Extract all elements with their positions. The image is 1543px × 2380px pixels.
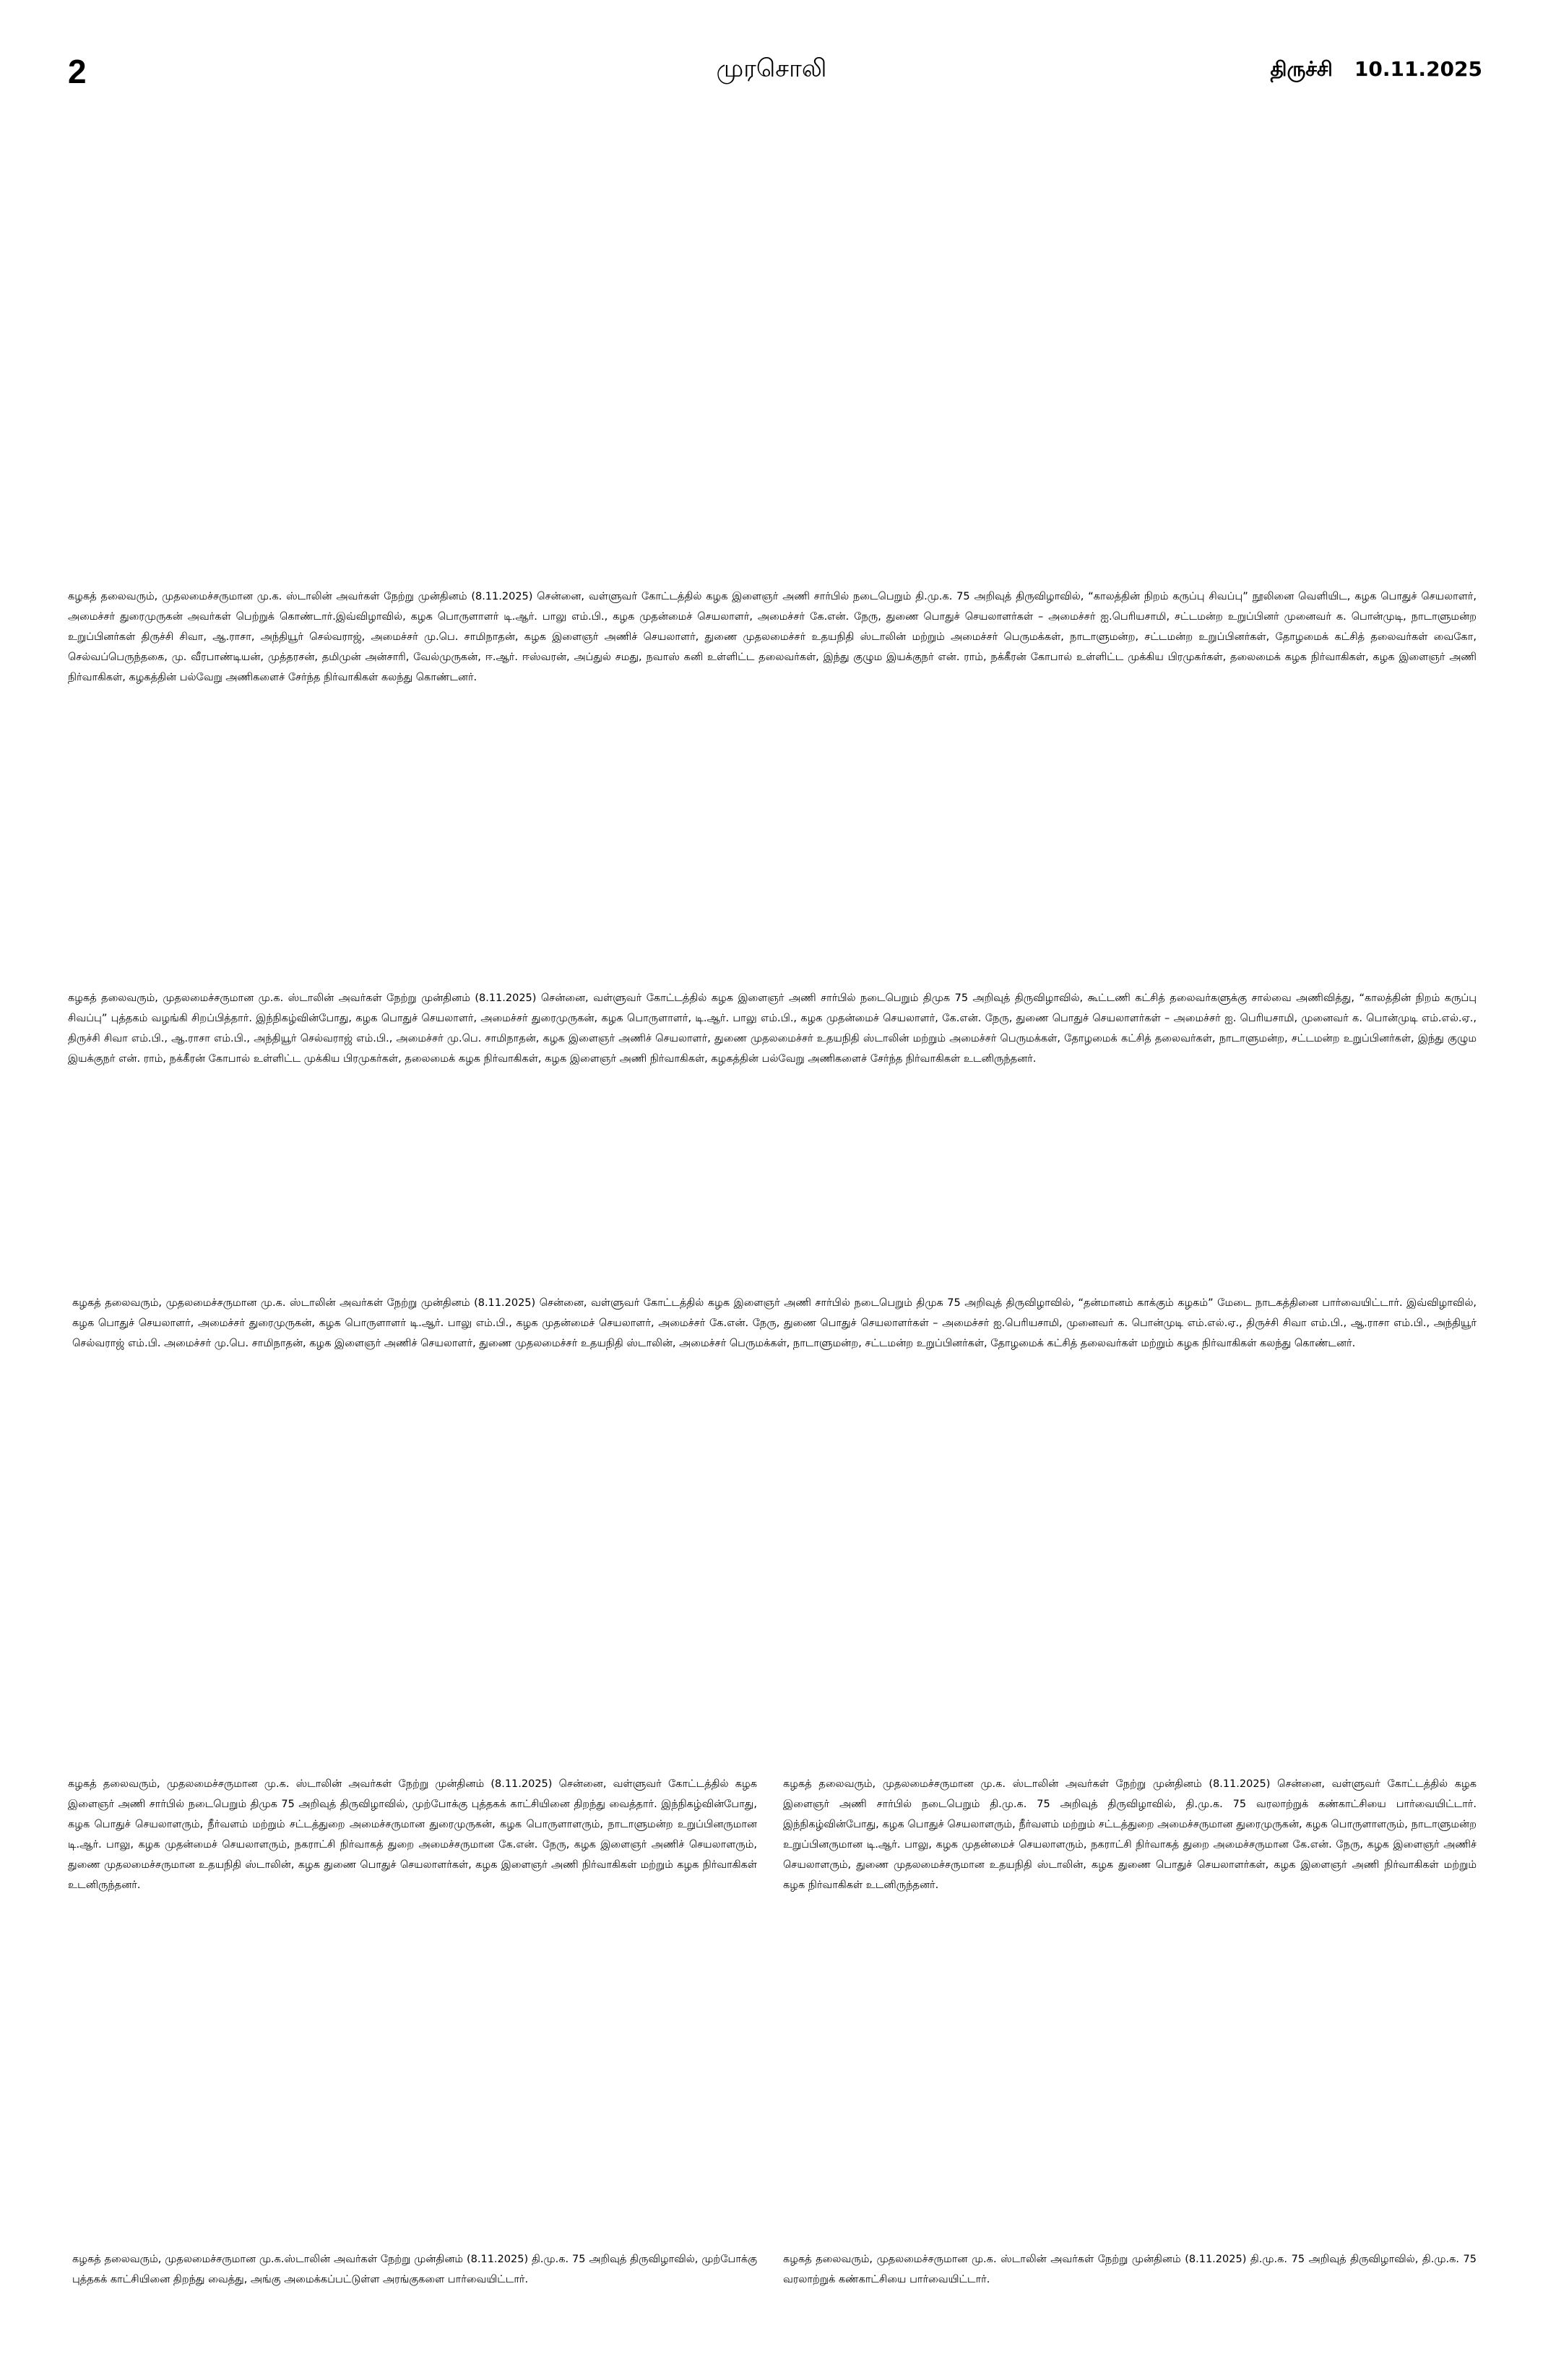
newspaper-title: முரசொலி	[716, 54, 827, 83]
photo-caption-5: கழகத் தலைவரும், முதலமைச்சருமான மு.க. ஸ்டாலின் அவர்கள் நேற்று முன்தினம் (8.11.2025) சென்னை, வள்ளுவர் கோட்டத்தில் கழக இளைஞர் அணி சார்பில் நடைபெறும் தி.மு.க. 75 அறிவுத் திருவிழாவில், தி.மு.க. 75 வரலாற்றுக் கண்காட்சியை பார்வையிட்டார். இந்நிகழ்வின்போது, கழக பொதுச் செயலாளரும், நீர்வளம் மற்றும் சட்டத்துறை அமைச்சருமான துரைமுருகன், கழக பொருளாளரும், நாடாளுமன்ற உறுப்பினருமான டி.ஆர். பாலு, கழக முதன்மைச் செயலாளரும், நகராட்சி நிர்வாகத் துறை அமைச்சருமான கே.என். நேரு, கழக இளைஞர் அணிச் செயலாளரும், துணை முதலமைச்சருமான உதயநிதி ஸ்டாலின், கழக துணை பொதுச் செயலாளர்கள், கழக இளைஞர் அணி நிர்வாகிகள் மற்றும் கழக நிர்வாகிகள் உடனிருந்தனர்.	[783, 1778, 1477, 1891]
photo-caption-3: கழகத் தலைவரும், முதலமைச்சருமான மு.க. ஸ்டாலின் அவர்கள் நேற்று முன்தினம் (8.11.2025) சென்னை, வள்ளுவர் கோட்டத்தில் கழக இளைஞர் அணி சார்பில் நடைபெறும் திமுக 75 அறிவுத் திருவிழாவில், “தன்மானம் காக்கும் கழகம்” மேடை நாடகத்தினை பார்வையிட்டார். இவ்விழாவில், கழக பொதுச் செயலாளர், அமைச்சர் துரைமுருகன், கழக பொருளாளர் டி.ஆர். பாலு எம்.பி., கழக முதன்மைச் செயலாளர், அமைச்சர் கே.என். நேரு, துணை பொதுச் செயலாளர்கள் – அமைச்சர் ஐ.பெரியசாமி, முனைவர் க. பொன்முடி எம்.எல்.ஏ., திருச்சி சிவா எம்.பி., ஆ.ராசா எம்.பி., அந்தியூர் செல்வராஜ் எம்.பி. அமைச்சர் மு.பெ. சாமிநாதன், கழக இளைஞர் அணிச் செயலாளர், துணை முதலமைச்சர் உதயநிதி ஸ்டாலின், அமைச்சர் பெருமக்கள், நாடாளுமன்ற, சட்டமன்ற உறுப்பினர்கள், தோழமைக் கட்சித் தலைவர்கள் மற்றும் கழக நிர்வாகிகள் கலந்து கொண்டனர்.	[72, 1297, 1477, 1349]
photo-caption-4: கழகத் தலைவரும், முதலமைச்சருமான மு.க. ஸ்டாலின் அவர்கள் நேற்று முன்தினம் (8.11.2025) சென்னை, வள்ளுவர் கோட்டத்தில் கழக இளைஞர் அணி சார்பில் நடைபெறும் திமுக 75 அறிவுத் திருவிழாவில், முற்போக்கு புத்தகக் காட்சியினை திறந்து வைத்தார். இந்நிகழ்வின்போது, கழக பொதுச் செயலாளரும், நீர்வளம் மற்றும் சட்டத்துறை அமைச்சருமான துரைமுருகன், கழக பொருளாளரும், நாடாளுமன்ற உறுப்பினருமான டி.ஆர். பாலு, கழக முதன்மைச் செயலாளரும், நகராட்சி நிர்வாகத் துறை அமைச்சருமான கே.என். நேரு, கழக இளைஞர் அணிச் செயலாளரும், துணை முதலமைச்சருமான உதயநிதி ஸ்டாலின், கழக துணை பொதுச் செயலாளர்கள், கழக இளைஞர் அணி நிர்வாகிகள் மற்றும் கழக நிர்வாகிகள் உடனிருந்தனர்.	[68, 1778, 757, 1891]
photo-slot-2	[68, 693, 1477, 990]
page-number: 2	[68, 53, 87, 90]
dateline	[1271, 59, 1482, 79]
photo-caption-6: கழகத் தலைவரும், முதலமைச்சருமான மு.க.ஸ்டாலின் அவர்கள் நேற்று முன்தினம் (8.11.2025) தி.மு.க. 75 அறிவுத் திருவிழாவில், முற்போக்கு புத்தகக் காட்சியினை திறந்து வைத்து, அங்கு அமைக்கப்பட்டுள்ள அரங்குகளை பார்வையிட்டார்.	[72, 2254, 757, 2285]
photo-caption-2: கழகத் தலைவரும், முதலமைச்சருமான மு.க. ஸ்டாலின் அவர்கள் நேற்று முன்தினம் (8.11.2025) சென்னை, வள்ளுவர் கோட்டத்தில் கழக இளைஞர் அணி சார்பில் நடைபெறும் திமுக 75 அறிவுத் திருவிழாவில், கூட்டணி கட்சித் தலைவர்களுக்கு சால்வை அணிவித்து, “காலத்தின் நிறம் கருப்பு சிவப்பு” புத்தகம் வழங்கி சிறப்பித்தார். இந்நிகழ்வின்போது, கழக பொதுச் செயலாளர், அமைச்சர் துரைமுருகன், கழக பொருளாளர், டி.ஆர். பாலு எம்.பி., கழக முதன்மைச் செயலாளர், கே.என். நேரு, துணை பொதுச் செயலாளர்கள் – அமைச்சர் ஐ. பெரியசாமி, முனைவர் க. பொன்முடி எம்.எல்.ஏ., திருச்சி சிவா எம்.பி., ஆ.ராசா எம்.பி., அந்தியூர் செல்வராஜ் எம்.பி., அமைச்சர் மு.பெ. சாமிநாதன், கழக இளைஞர் அணிச் செயலாளர், துணை முதலமைச்சர் உதயநிதி ஸ்டாலின் மற்றும் அமைச்சர் பெருமக்கள், தோழமைக் கட்சித் தலைவர்கள், நாடாளுமன்ற, சட்டமன்ற உறுப்பினர்கள், இந்து குழும இயக்குநர் என். ராம், நக்கீரன் கோபால் உள்ளிட்ட முக்கிய பிரமுகர்கள், தலைமைக் கழக நிர்வாகிகள், கழக இளைஞர் அணி நிர்வாகிகள், கழகத்தின் பல்வேறு அணிகளைச் சேர்ந்த நிர்வாகிகள் உடனிருந்தனர்.	[68, 992, 1477, 1065]
photo-slot-3	[68, 1105, 1477, 1286]
photo-caption-1: கழகத் தலைவரும், முதலமைச்சருமான மு.க. ஸ்டாலின் அவர்கள் நேற்று முன்தினம் (8.11.2025) சென்னை, வள்ளுவர் கோட்டத்தில் கழக இளைஞர் அணி சார்பில் நடைபெறும் தி.மு.க. 75 அறிவுத் திருவிழாவில், “காலத்தின் நிறம் கருப்பு சிவப்பு” நூலினை வெளியிட, கழக பொதுச் செயலாளர், அமைச்சர் துரைமுருகன் அவர்கள் பெற்றுக் கொண்டார்.இவ்விழாவில், கழக பொருளாளர் டி.ஆர். பாலு எம்.பி., கழக முதன்மைச் செயலாளர், அமைச்சர் கே.என். நேரு, துணை பொதுச் செயலாளர்கள் – அமைச்சர் ஐ.பெரியசாமி, சட்டமன்ற உறுப்பினர் முனைவர் க. பொன்முடி, நாடாளுமன்ற உறுப்பினர்கள் திருச்சி சிவா, ஆ.ராசா, அந்தியூர் செல்வராஜ், அமைச்சர் மு.பெ. சாமிநாதன், கழக இளைஞர் அணிச் செயலாளர், துணை முதலமைச்சர் உதயநிதி ஸ்டாலின் மற்றும் அமைச்சர் பெருமக்கள், நாடாளுமன்ற, சட்டமன்ற உறுப்பினர்கள், தோழமைக் கட்சித் தலைவர்கள் வைகோ, செல்வப்பெருந்தகை, மு. வீரபாண்டியன், முத்தரசன், தமிமுன் அன்சாரி, வேல்முருகன், ஈ.ஆர். ஈஸ்வரன், அப்துல் சமது, நவாஸ் கனி உள்ளிட்ட தலைவர்கள், இந்து குழும இயக்குநர் என். ராம், நக்கீரன் கோபால் உள்ளிட்ட முக்கிய பிரமுகர்கள், தலைமைக் கழக நிர்வாகிகள், கழக இளைஞர் அணி நிர்வாகிகள், கழகத்தின் பல்வேறு அணிகளைச் சேர்ந்த நிர்வாகிகள் கலந்து கொண்டனர்.	[68, 591, 1477, 683]
photo-slot-1	[68, 101, 1477, 578]
photo-caption-7: கழகத் தலைவரும், முதலமைச்சருமான மு.க. ஸ்டாலின் அவர்கள் நேற்று முன்தினம் (8.11.2025) தி.மு.க. 75 அறிவுத் திருவிழாவில், தி.மு.க. 75 வரலாற்றுக் கண்காட்சியை பார்வையிட்டார்.	[783, 2254, 1477, 2285]
edition-city: திருச்சி	[1270, 57, 1333, 81]
edition-date: 10.11.2025	[1354, 57, 1482, 81]
